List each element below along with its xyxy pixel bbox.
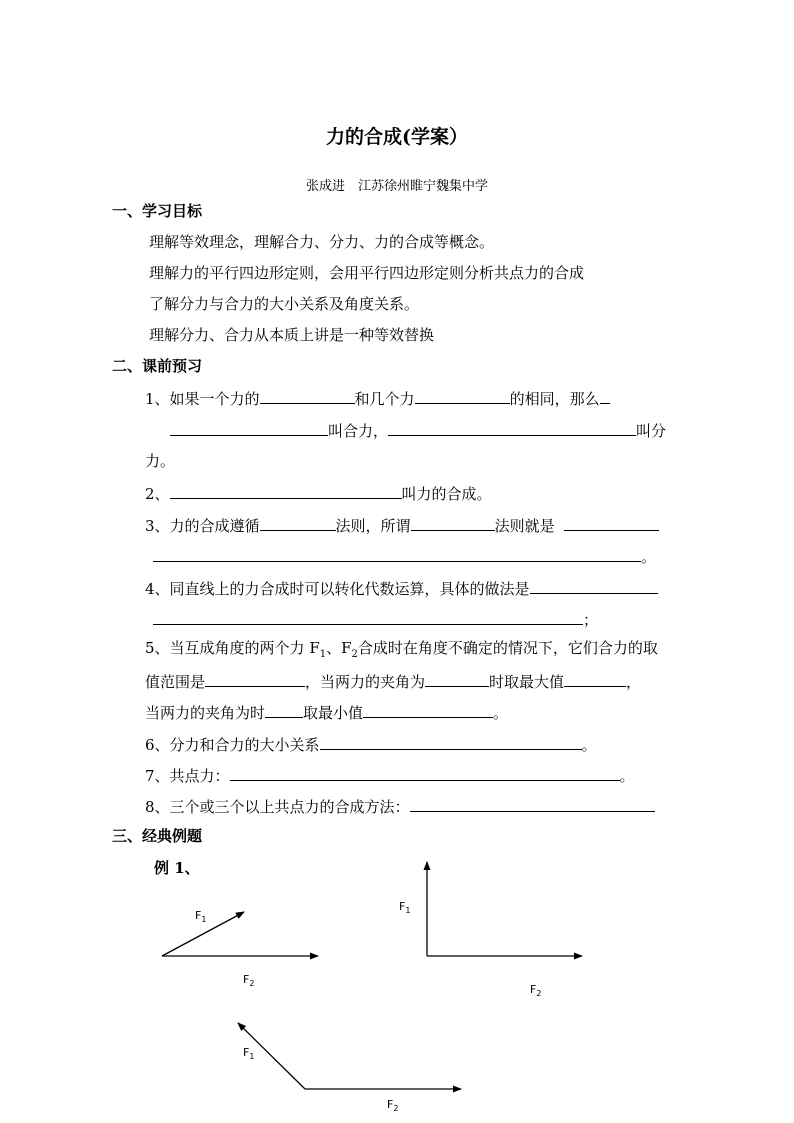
goal-item: 理解力的平行四边形定则，会用平行四边形定则分析共点力的合成 xyxy=(149,264,585,282)
section-heading-goals: 一、学习目标 xyxy=(112,202,203,220)
question-1-line-1: 1、如果一个力的 和几个力 的相同，那么 xyxy=(145,386,610,409)
question-1-line-3: 力。 xyxy=(145,452,176,470)
f2-label: $F_2$ xyxy=(530,983,542,998)
question-3-line-1: 3、力的合成遵循 法则，所谓 法则就是 xyxy=(145,513,659,536)
goal-item: 理解分力、合力从本质上讲是一种等效替换 xyxy=(149,326,435,344)
question-3-line-2: 。 xyxy=(153,544,656,567)
goal-item: 了解分力与合力的大小关系及角度关系。 xyxy=(149,295,420,313)
example-label: 例 1、 xyxy=(154,859,200,877)
f1-label: $F_1$ xyxy=(399,900,411,915)
question-2: 2、 叫力的合成。 xyxy=(145,481,492,504)
question-5-line-1: 5、当互成角度的两个力 $F_1$、$F_2$合成时在角度不确定的情况下，它们合力的取 xyxy=(145,639,658,660)
author-line: 张成进 江苏徐州睢宁魏集中学 xyxy=(305,179,488,194)
f1-label: $F_1$ xyxy=(243,1046,255,1061)
section-heading-preview: 二、课前预习 xyxy=(112,357,203,375)
question-4-line-2: ； xyxy=(153,607,598,630)
f2-label: $F_2$ xyxy=(243,973,255,988)
question-6: 6、分力和合力的大小关系 。 xyxy=(145,732,597,755)
question-5-line-3: 当两力的夹角为时 取最小值 。 xyxy=(145,700,508,723)
f2-label: $F_2$ xyxy=(387,1098,399,1113)
question-4-line-1: 4、同直线上的力合成时可以转化代数运算，具体的做法是 xyxy=(145,576,658,599)
page-title: 力的合成(学案） xyxy=(326,126,468,148)
question-7: 7、共点力： 。 xyxy=(145,763,635,786)
question-8: 8、三个或三个以上共点力的合成方法： xyxy=(145,794,655,817)
section-heading-examples: 三、经典例题 xyxy=(112,827,203,845)
question-5-line-2: 值范围是 ，当两力的夹角为 时取最大值 ， xyxy=(145,669,641,692)
question-1-line-2: 叫合力， 叫分 xyxy=(170,418,666,441)
f1-label: $F_1$ xyxy=(195,909,207,924)
goal-item: 理解等效理念，理解合力、分力、力的合成等概念。 xyxy=(149,233,495,251)
